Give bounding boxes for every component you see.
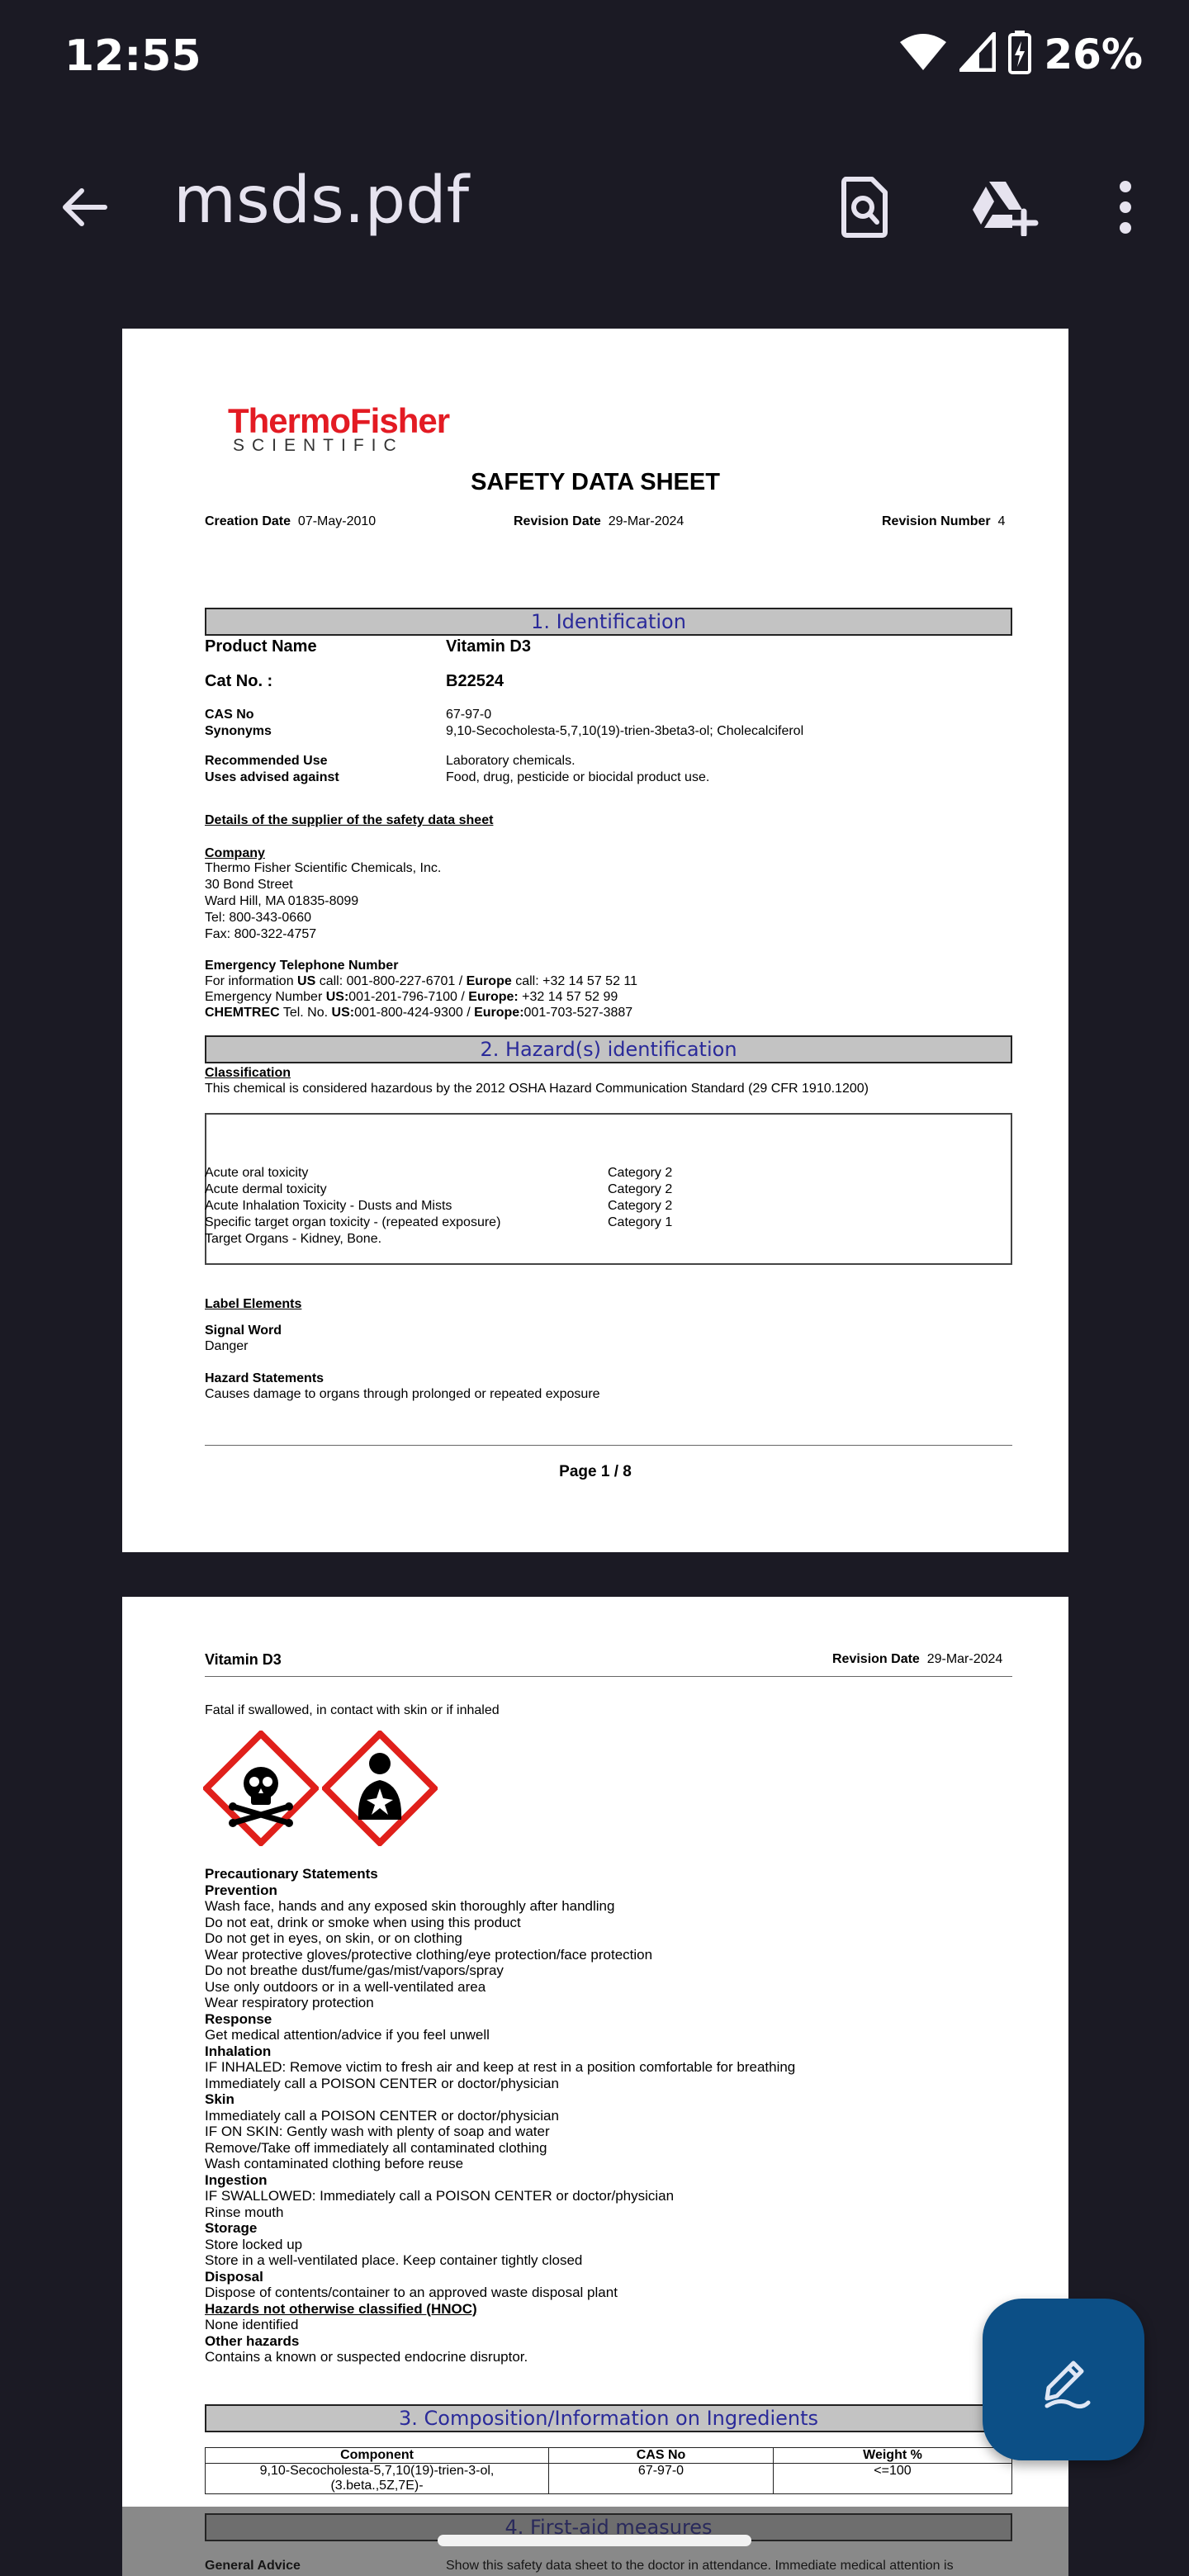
synonyms-label: Synonyms <box>205 724 272 738</box>
hazard-list <box>205 1165 500 1248</box>
status-icons <box>898 30 1143 78</box>
emergency-line-1: For information US call: 001-800-227-6701 / Europe call: +32 14 57 52 11 <box>205 974 638 988</box>
pdf-page-2[interactable] <box>122 1597 1068 2576</box>
label-elements-heading: Label Elements <box>205 1297 302 1311</box>
hazard-category: Category 1 <box>608 1215 673 1229</box>
recommended-use-label: Recommended Use <box>205 754 328 768</box>
section-1-heading: 1. Identification <box>205 608 1012 636</box>
cas-label: CAS No <box>205 708 254 722</box>
hazard-category: Category 2 <box>608 1182 673 1196</box>
precautionary-line: None identified <box>205 2317 299 2332</box>
battery-charging-icon <box>1007 30 1032 78</box>
back-button[interactable] <box>46 170 121 244</box>
precautionary-line: Skin <box>205 2091 234 2107</box>
precautionary-line: Rinse mouth <box>205 2204 284 2220</box>
supplier-heading: Details of the supplier of the safety data sheet <box>205 813 494 827</box>
precautionary-line: Store locked up <box>205 2236 303 2252</box>
status-bar <box>0 0 1189 124</box>
fatal-statement: Fatal if swallowed, in contact with skin or if inhaled <box>205 1703 500 1717</box>
classification-text: This chemical is considered hazardous by the 2012 OSHA Hazard Communication Standard (29 CFR 1910.1200) <box>205 1082 869 1096</box>
section-3-heading: 3. Composition/Information on Ingredients <box>205 2404 1012 2432</box>
pdf-page-1[interactable] <box>122 329 1068 1552</box>
company-line: Fax: 800-322-4757 <box>205 927 317 941</box>
table-cell-weight: <=100 <box>774 2464 1012 2494</box>
table-header: CAS No <box>549 2448 774 2464</box>
precautionary-line: Wear respiratory protection <box>205 1995 374 2010</box>
precautionary-line: Get medical attention/advice if you feel unwell <box>205 2027 490 2043</box>
table-cell-cas: 67-97-0 <box>549 2464 774 2494</box>
footer-rule <box>205 1445 1012 1446</box>
hazard-statements-heading: Hazard Statements <box>205 1371 324 1385</box>
table-row <box>206 2464 1012 2494</box>
arrow-back-icon <box>57 181 110 234</box>
table-cell-component: 9,10-Secocholesta-5,7,10(19)-trien-3-ol, (3.beta.,5Z,7E)- <box>206 2464 549 2494</box>
gesture-navigation-handle[interactable] <box>438 2535 751 2546</box>
cas-value: 67-97-0 <box>446 708 492 722</box>
precautionary-line: IF SWALLOWED: Immediately call a POISON CENTER or doctor/physician <box>205 2188 675 2204</box>
precautionary-line: Other hazards <box>205 2332 300 2349</box>
target-organs: Target Organs - Kidney, Bone. <box>205 1232 382 1246</box>
uses-advised-value: Food, drug, pesticide or biocidal product use. <box>446 770 710 784</box>
company-line: 30 Bond Street <box>205 878 293 892</box>
precautionary-line: Storage <box>205 2220 258 2236</box>
page-title: SAFETY DATA SHEET <box>471 469 720 495</box>
recommended-use-value: Laboratory chemicals. <box>446 754 576 768</box>
revision-date: Revision Date 29-Mar-2024 <box>514 514 685 528</box>
precautionary-line: Wear protective gloves/protective clothing/eye protection/face protection <box>205 1946 653 1963</box>
precautionary-line: Remove/Take off immediately all contaminated clothing <box>205 2139 547 2156</box>
precautionary-statements <box>205 1866 795 2365</box>
find-in-page-icon <box>836 176 893 239</box>
hazard-statement: Causes damage to organs through prolonged or repeated exposure <box>205 1387 600 1401</box>
emergency-heading: Emergency Telephone Number <box>205 959 399 973</box>
annotate-button[interactable] <box>983 2299 1144 2460</box>
precautionary-line: Immediately call a POISON CENTER or doctor/physician <box>205 2107 559 2124</box>
signal-icon <box>959 32 996 76</box>
precautionary-line: Do not get in eyes, on skin, or on clothing <box>205 1930 462 1946</box>
precautionary-line: Disposal <box>205 2268 263 2285</box>
company-line: Tel: 800-343-0660 <box>205 911 311 925</box>
hazard-category-list <box>608 1165 672 1231</box>
cat-no-value: B22524 <box>446 672 504 690</box>
hazard-item: Acute oral toxicity <box>205 1166 309 1180</box>
product-name-value: Vitamin D3 <box>446 637 531 656</box>
company-line: Thermo Fisher Scientific Chemicals, Inc. <box>205 861 442 875</box>
precautionary-line: Hazards not otherwise classified (HNOC) <box>205 2300 477 2317</box>
logo-thermofisher: ThermoFisher <box>228 401 450 440</box>
edit-pen-icon <box>1030 2346 1097 2413</box>
more-options-button[interactable] <box>1088 170 1163 244</box>
section-2-heading: 2. Hazard(s) identification <box>205 1035 1012 1063</box>
hazard-category: Category 2 <box>608 1199 673 1213</box>
emergency-line-3: CHEMTREC Tel. No. US:001-800-424-9300 / Europe:001-703-527-3887 <box>205 1006 633 1020</box>
precautionary-line: Dispose of contents/container to an approved waste disposal plant <box>205 2285 618 2300</box>
company-address <box>205 860 441 943</box>
logo-scientific: SCIENTIFIC <box>233 436 404 455</box>
skull-crossbones-icon <box>203 1731 319 1846</box>
health-hazard-icon <box>322 1731 438 1846</box>
status-time: 12:55 <box>64 31 201 81</box>
more-vert-icon <box>1116 178 1135 236</box>
hazard-item: Acute Inhalation Toxicity - Dusts and Mists <box>205 1199 452 1213</box>
table-header-row <box>206 2448 1012 2464</box>
table-header: Component <box>206 2448 549 2464</box>
precautionary-line: Immediately call a POISON CENTER or doctor/physician <box>205 2075 559 2091</box>
classification-heading: Classification <box>205 1066 291 1080</box>
creation-date: Creation Date 07-May-2010 <box>205 514 377 528</box>
precautionary-line: Prevention <box>205 1882 277 1898</box>
battery-percent: 26% <box>1044 30 1143 78</box>
company-heading: Company <box>205 846 265 860</box>
precautionary-line: Do not breathe dust/fume/gas/mist/vapors/spray <box>205 1963 504 1978</box>
hazard-item: Acute dermal toxicity <box>205 1182 327 1196</box>
page-header-revision: Revision Date 29-Mar-2024 <box>832 1652 1003 1666</box>
hazard-item: Specific target organ toxicity - (repeated exposure) <box>205 1215 501 1229</box>
header-rule <box>205 1676 1012 1677</box>
precautionary-line: IF ON SKIN: Gently wash with plenty of soap and water <box>205 2124 550 2139</box>
top-app-bar <box>0 140 1189 264</box>
precautionary-line: Inhalation <box>205 2043 272 2059</box>
revision-number: Revision Number 4 <box>882 514 1006 528</box>
company-line: Ward Hill, MA 01835-8099 <box>205 894 359 908</box>
emergency-line-2: Emergency Number US:001-201-796-7100 / Europe: +32 14 57 52 99 <box>205 990 618 1004</box>
page-header-product: Vitamin D3 <box>205 1651 282 1668</box>
precautionary-line: Precautionary Statements <box>205 1866 378 1882</box>
signal-word-value: Danger <box>205 1339 249 1353</box>
hazard-category: Category 2 <box>608 1166 673 1180</box>
precautionary-line: Wash contaminated clothing before reuse <box>205 2156 464 2171</box>
signal-word-heading: Signal Word <box>205 1324 282 1338</box>
uses-advised-label: Uses advised against <box>205 770 339 784</box>
precautionary-line: Store in a well-ventilated place. Keep container tightly closed <box>205 2252 583 2268</box>
table-header: Weight % <box>774 2448 1012 2464</box>
wifi-icon <box>898 32 948 76</box>
precautionary-line: Wash face, hands and any exposed skin thoroughly after handling <box>205 1898 615 1914</box>
synonyms-value: 9,10-Secocholesta-5,7,10(19)-trien-3beta3-ol; Cholecalciferol <box>446 724 804 738</box>
precautionary-line: Do not eat, drink or smoke when using this product <box>205 1914 521 1930</box>
save-to-drive-button[interactable] <box>966 170 1040 244</box>
product-name-label: Product Name <box>205 637 317 656</box>
cat-no-label: Cat No. : <box>205 672 273 690</box>
precautionary-line: Response <box>205 2010 272 2027</box>
precautionary-line: IF INHALED: Remove victim to fresh air and keep at rest in a position comfortable for breathing <box>205 2059 796 2075</box>
precautionary-line: Ingestion <box>205 2171 268 2188</box>
precautionary-line: Use only outdoors or in a well-ventilated area <box>205 1978 486 1995</box>
ingredients-table <box>205 2447 1012 2494</box>
drive-add-icon <box>968 178 1039 236</box>
page-number: Page 1 / 8 <box>559 1463 632 1480</box>
find-in-document-button[interactable] <box>827 170 902 244</box>
precautionary-line: Contains a known or suspected endocrine disruptor. <box>205 2349 528 2365</box>
document-title: msds.pdf <box>173 163 470 238</box>
